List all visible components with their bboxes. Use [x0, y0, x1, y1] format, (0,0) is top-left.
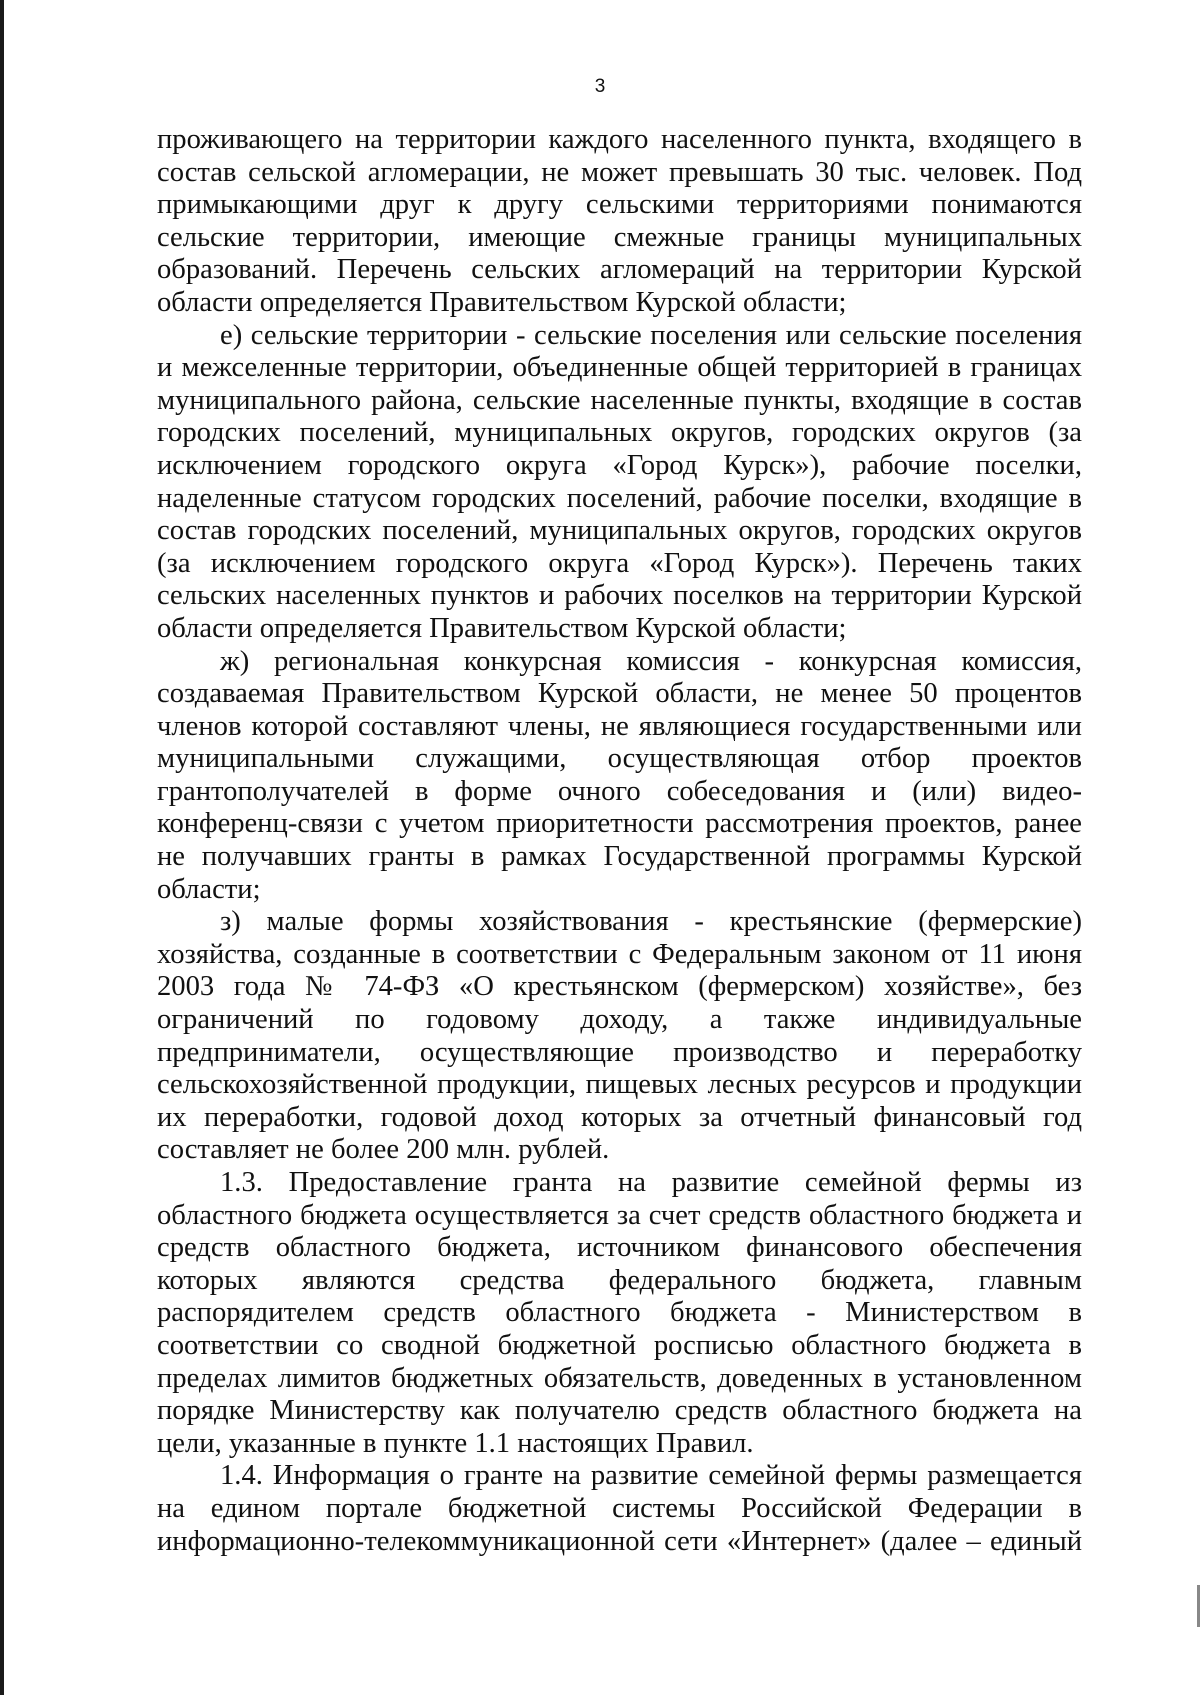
- document-body: [157, 124, 1082, 1558]
- paragraph-continuation: проживающего на территории каждого населенного пункта, входящего в состав сельской агломерации, не может превышать 30 тыс. человек. Под примыкающими друг к другу сельскими территориями понимаются сельские территории, имеющие смежные границы муниципальных образований. Перечень сельских агломераций на территории Курской области определяется Правительством Курской области;: [157, 124, 1082, 318]
- paragraph-1-4: 1.4. Информация о гранте на развитие семейной фермы размещается на едином портале бюджетной системы Российской Федерации в информационно-телекоммуникационной сети «Интернет» (далее – единый: [157, 1460, 1082, 1557]
- paragraph-item-e: е) сельские территории - сельские поселения или сельские поселения и межселенные территории, объединенные общей территорией в границах муниципального района, сельские населенные пункты, входящие в состав городских поселений, муниципальных округов, городских округов (за исключением городского округа «Город Курск»), рабочие поселки, наделенные статусом городских поселений, рабочие поселки, входящие в состав городских поселений, муниципальных округов, городских округов (за исключением городского округа «Город Курск»). Перечень таких сельских населенных пунктов и рабочих поселков на территории Курской области определяется Правительством Курской области;: [157, 319, 1082, 644]
- paragraph-item-z: з) малые формы хозяйствования - крестьянские (фермерские) хозяйства, созданные в соответствии с Федеральным законом от 11 июня 2003 года № 74-ФЗ «О крестьянском (фермерском) хозяйстве», без ограничений по годовому доходу, а также индивидуальные предприниматели, осуществляющие производство и переработку сельскохозяйственной продукции, пищевых лесных ресурсов и продукции их переработки, годовой доход которых за отчетный финансовый год составляет не более 200 млн. рублей.: [157, 906, 1082, 1166]
- paragraph-1-3: 1.3. Предоставление гранта на развитие семейной фермы из областного бюджета осуществляется за счет средств областного бюджета и средств областного бюджета, источником финансового обеспечения которых являются средства федерального бюджета, главным распорядителем средств областного бюджета - Министерством в соответствии со сводной бюджетной росписью областного бюджета в пределах лимитов бюджетных обязательств, доведенных в установленном порядке Министерству как получателю средств областного бюджета на цели, указанные в пункте 1.1 настоящих Правил.: [157, 1167, 1082, 1459]
- scan-left-edge: [0, 0, 4, 1695]
- paragraph-item-zh: ж) региональная конкурсная комиссия - конкурсная комиссия, создаваемая Правительством Курской области, не менее 50 процентов членов которой составляют члены, не являющиеся государственными или муниципальными служащими, осуществляющая отбор проектов грантополучателей в форме очного собеседования и (или) видео-конференц-связи с учетом приоритетности рассмотрения проектов, ранее не получавших гранты в рамках Государственной программы Курской области;: [157, 645, 1082, 905]
- page-number: 3: [594, 76, 606, 97]
